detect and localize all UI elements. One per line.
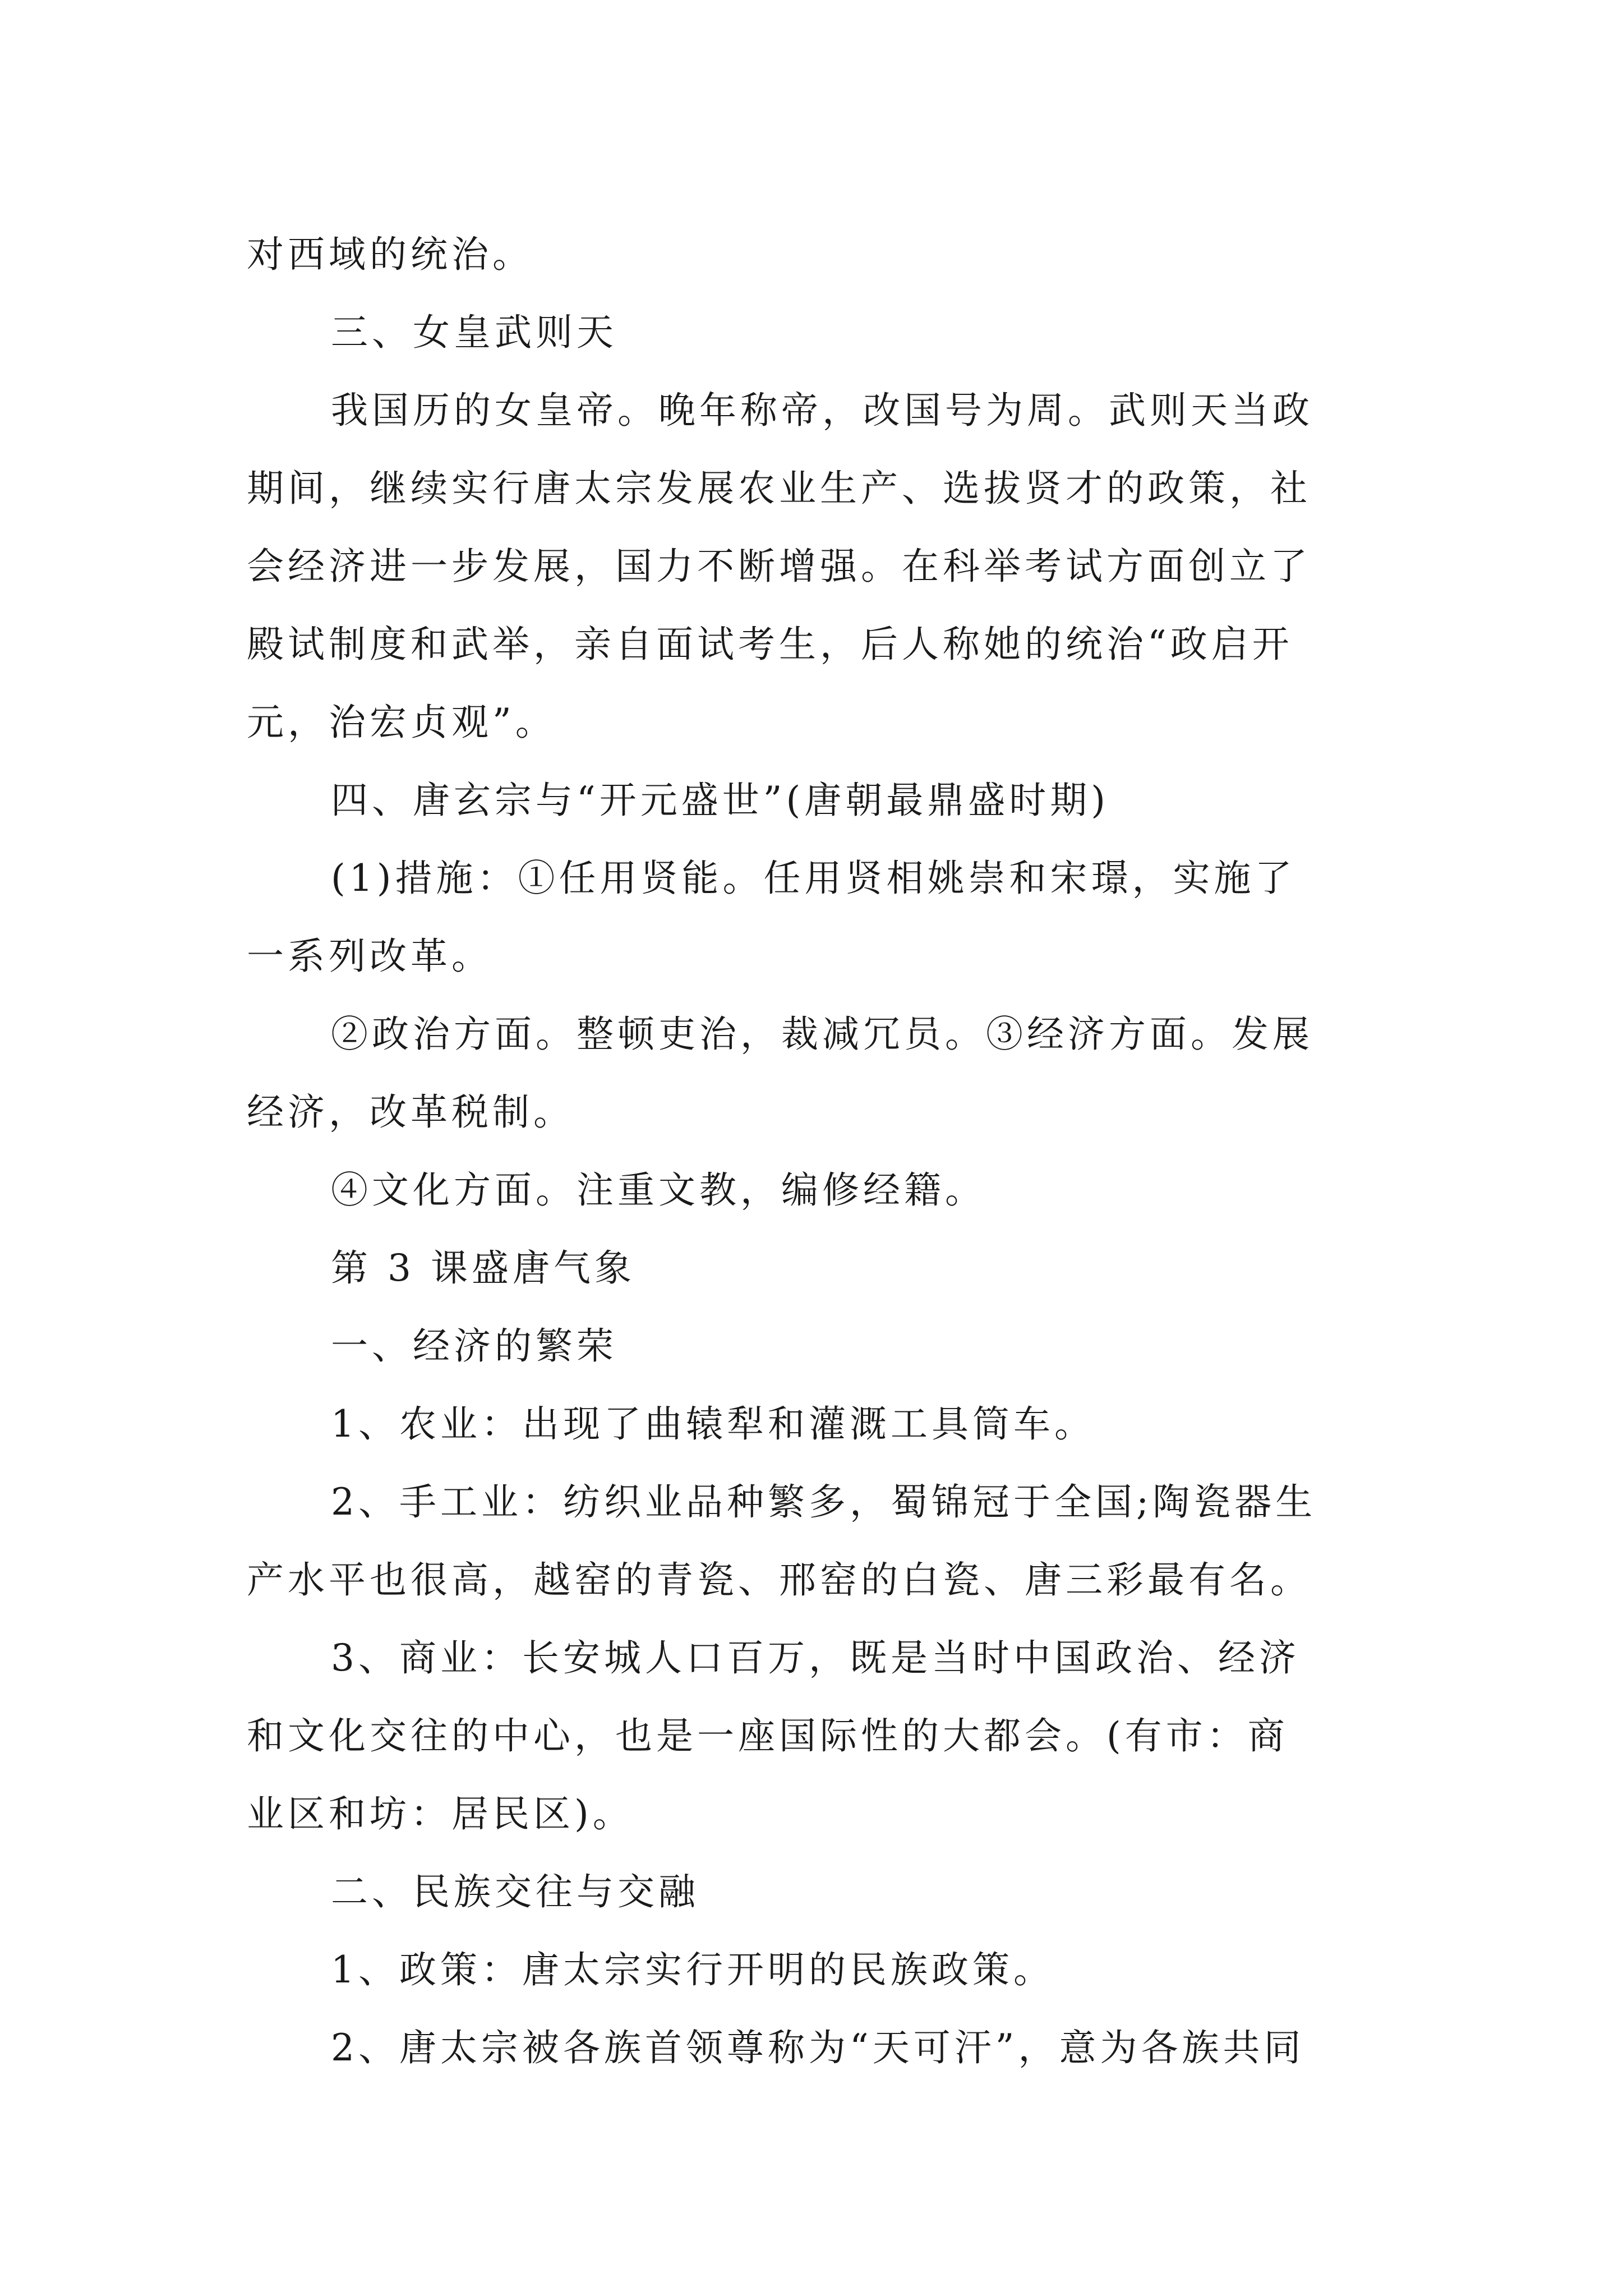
document-page: [247, 215, 1380, 2087]
text-line: 和文化交往的中心，也是一座国际性的大都会。(有市：商: [247, 1714, 1289, 1757]
text-line: (1)措施：①任用贤能。任用贤相姚崇和宋璟，实施了: [331, 857, 1296, 900]
section-heading: 一、经济的繁荣: [331, 1324, 617, 1368]
text-line: 殿试制度和武举，亲自面试考生，后人称她的统治“政启开: [247, 623, 1293, 666]
text-line: 1、农业：出现了曲辕犁和灌溉工具筒车。: [331, 1402, 1095, 1446]
text-line: 1、政策：唐太宗实行开明的民族政策。: [331, 1948, 1054, 1991]
text-line: 我国历的女皇帝。晚年称帝，改国号为周。武则天当政: [331, 389, 1313, 432]
text-line: 产水平也很高，越窑的青瓷、邢窑的白瓷、唐三彩最有名。: [247, 1558, 1311, 1602]
text-line: 业区和坊：居民区)。: [247, 1792, 634, 1835]
text-line: 2、唐太宗被各族首领尊称为“天可汗”，意为各族共同: [331, 2026, 1305, 2069]
text-line: ④文化方面。注重文教，编修经籍。: [331, 1168, 986, 1212]
text-line: 对西域的统治。: [247, 233, 533, 276]
section-heading: 二、民族交往与交融: [331, 1870, 699, 1913]
text-line: 期间，继续实行唐太宗发展农业生产、选拔贤才的政策，社: [247, 467, 1311, 510]
text-line: 3、商业：长安城人口百万，既是当时中国政治、经济: [331, 1636, 1300, 1680]
text-line: 元，治宏贞观”。: [247, 701, 556, 744]
text-line: 一系列改革。: [247, 935, 492, 978]
section-heading: 四、唐玄宗与“开元盛世”(唐朝最鼎盛时期): [331, 779, 1109, 822]
text-line: 经济，改革税制。: [247, 1091, 574, 1134]
text-line: 会经济进一步发展，国力不断增强。在科举考试方面创立了: [247, 545, 1311, 588]
section-heading: 三、女皇武则天: [331, 311, 617, 354]
text-line: ②政治方面。整顿吏治，裁减冗员。③经济方面。发展: [331, 1013, 1313, 1056]
text-line: 2、手工业：纺织业品种繁多，蜀锦冠于全国;陶瓷器生: [331, 1480, 1317, 1524]
lesson-heading: 第 3 课盛唐气象: [331, 1246, 635, 1290]
